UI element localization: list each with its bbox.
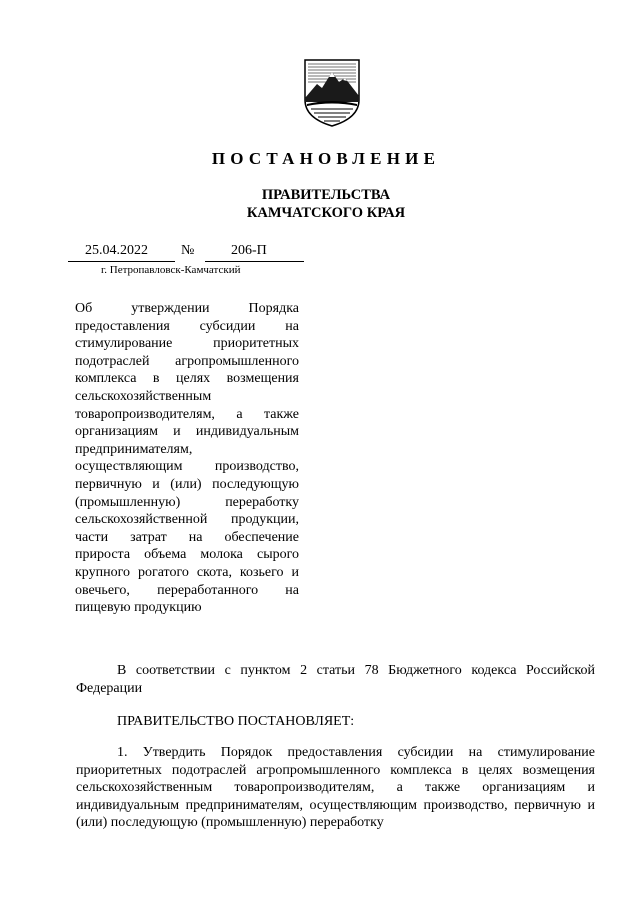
item-1-paragraph: 1. Утвердить Порядок предоставления субсидии на стимулирование приоритетных подотраслей агропромышленного комплекса в целях возмещения сельскохозяйственным товаропроизводителям, а также организациям и индивидуальным предпринимателям, осуществляющим производство, первичную и (или) последующую (промышленную) переработку [76,745,595,831]
document-number: 206-П [231,243,267,258]
document-title: Об утверждении Порядка предоставления субсидии на стимулирование приоритетных подотраслей агропромышленного комплекса в целях возмещения сельскохозяйственным товаропроизводителям, а также организациям и индивидуальным предпринимателям, осуществляющим производство, первичную и (или) последующую (промышленную) переработку сельскохозяйственной продукции, части затрат на обеспечение прироста объема молока сырого крупного рогатого скота, козьего и овечьего, переработанного на пищевую продукцию [75,301,299,616]
number-underline [205,261,304,262]
date-underline [68,261,175,262]
document-date: 25.04.2022 [85,243,148,258]
coat-of-arms-icon [303,58,361,128]
preamble-paragraph: В соответствии с пунктом 2 статьи 78 Бюджетного кодекса Российской Федерации [76,663,595,696]
number-sign: № [181,243,195,258]
authority-line-1: ПРАВИТЕЛЬСТВА [261,187,391,203]
resolution-line: ПРАВИТЕЛЬСТВО ПОСТАНОВЛЯЕТ: [117,714,355,729]
document-type-heading: ПОСТАНОВЛЕНИЕ [211,149,441,168]
issuing-authority [0,186,640,222]
authority-line-2: КАМЧАТСКОГО КРАЯ [246,205,406,221]
city-caption: г. Петропавловск-Камчатский [101,264,241,276]
